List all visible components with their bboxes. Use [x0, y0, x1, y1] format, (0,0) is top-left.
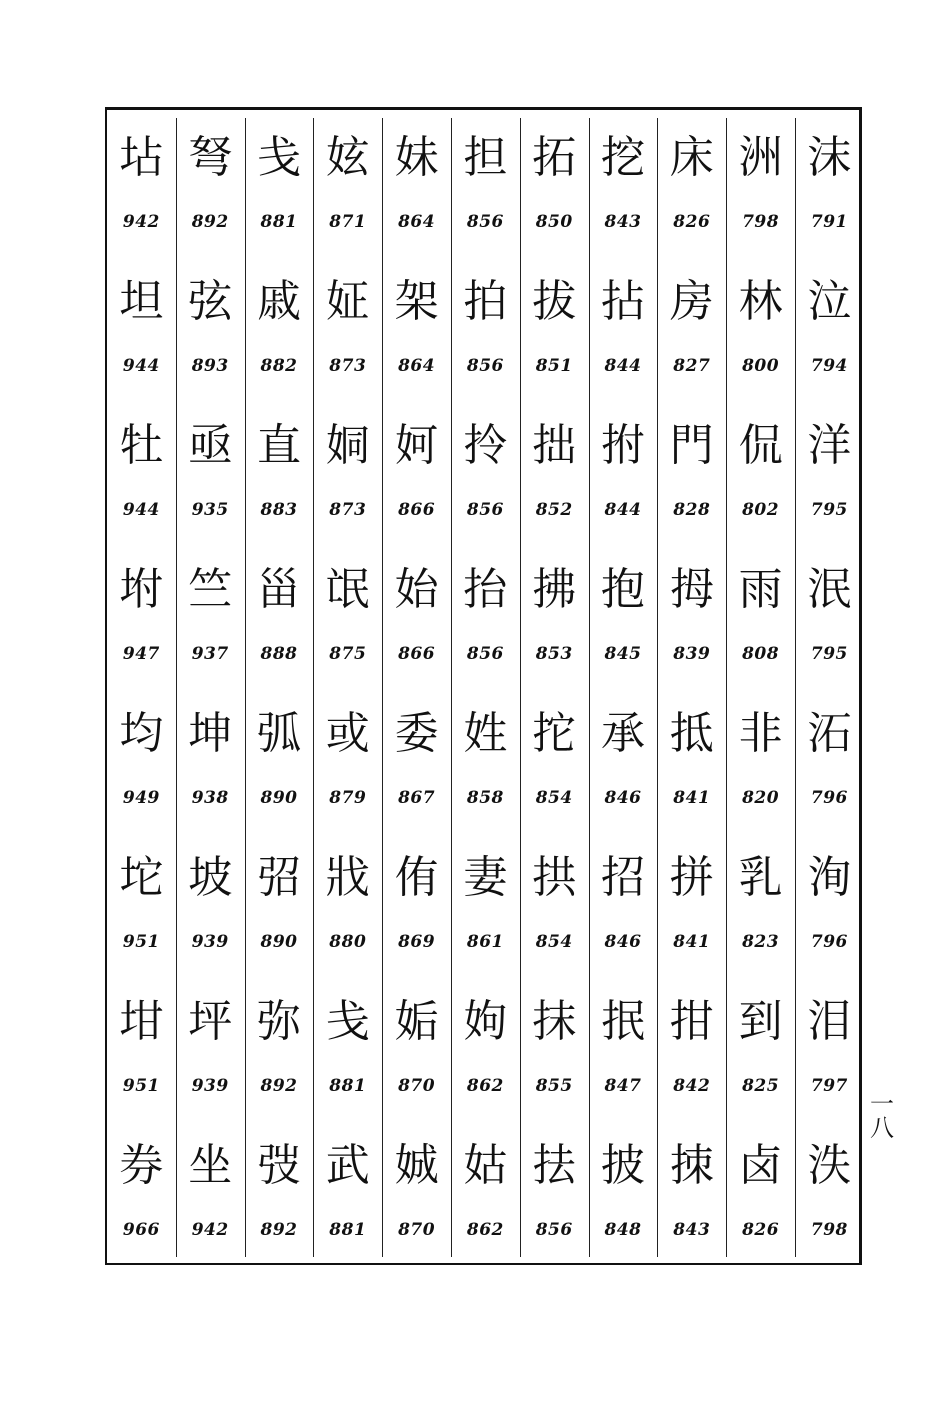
entry-character: 均 — [119, 708, 164, 759]
entry-character: 拈 — [600, 276, 645, 327]
entry-page-number: 795 — [810, 644, 848, 664]
entry-page-number: 844 — [604, 500, 642, 520]
entry-character: 拊 — [600, 420, 645, 471]
index-entry — [795, 266, 864, 410]
entry-character: 姃 — [325, 276, 370, 327]
index-entry — [107, 986, 176, 1130]
entry-character: 拙 — [532, 420, 577, 471]
entry-character: 房 — [669, 276, 714, 327]
index-column — [726, 122, 795, 1260]
entry-character: 担 — [463, 132, 508, 183]
entry-character: 雨 — [738, 564, 783, 615]
index-entry — [245, 1130, 314, 1274]
entry-page-number: 802 — [742, 500, 780, 520]
entry-page-number: 881 — [260, 212, 298, 232]
index-entry — [589, 1130, 658, 1274]
index-entry — [176, 986, 245, 1130]
entry-page-number: 951 — [122, 1076, 160, 1096]
entry-character: 抹 — [532, 996, 577, 1047]
entry-character: 拇 — [669, 564, 714, 615]
index-entry — [795, 986, 864, 1130]
entry-page-number: 890 — [260, 932, 298, 952]
entry-character: 抾 — [532, 1140, 577, 1191]
index-entry — [451, 842, 520, 986]
index-entry — [245, 986, 314, 1130]
index-entry — [589, 410, 658, 554]
index-entry — [107, 410, 176, 554]
entry-character: 洵 — [807, 852, 852, 903]
entry-page-number: 858 — [466, 788, 504, 808]
entry-page-number: 826 — [742, 1220, 780, 1240]
entry-page-number: 864 — [398, 212, 436, 232]
index-entry — [176, 842, 245, 986]
index-column — [245, 122, 314, 1260]
entry-character: 坦 — [119, 276, 164, 327]
index-entry — [107, 1130, 176, 1274]
entry-page-number: 798 — [810, 1220, 848, 1240]
entry-character: 妶 — [325, 132, 370, 183]
entry-page-number: 854 — [535, 932, 573, 952]
entry-character: 坨 — [119, 852, 164, 903]
entry-page-number: 827 — [673, 356, 711, 376]
index-entry — [107, 698, 176, 842]
entry-character: 始 — [394, 564, 439, 615]
entry-page-number: 888 — [260, 644, 298, 664]
index-entry — [245, 410, 314, 554]
index-column — [107, 122, 176, 1260]
entry-page-number: 796 — [810, 788, 848, 808]
index-column — [520, 122, 589, 1260]
index-entry — [176, 1130, 245, 1274]
index-entry — [589, 698, 658, 842]
entry-character: 沫 — [807, 132, 852, 183]
entry-character: 拔 — [532, 276, 577, 327]
column-divider — [451, 118, 452, 1257]
index-entry — [657, 1130, 726, 1274]
entry-character: 拱 — [532, 852, 577, 903]
entry-page-number: 808 — [742, 644, 780, 664]
index-column — [176, 122, 245, 1260]
index-entry — [520, 842, 589, 986]
entry-character: 坐 — [188, 1140, 233, 1191]
index-entry — [589, 986, 658, 1130]
index-entry — [451, 698, 520, 842]
entry-character: 坪 — [188, 996, 233, 1047]
entry-page-number: 935 — [191, 500, 229, 520]
entry-character: 招 — [600, 852, 645, 903]
entry-character: 妸 — [394, 420, 439, 471]
entry-page-number: 870 — [398, 1076, 436, 1096]
index-entry — [107, 266, 176, 410]
index-entry — [520, 554, 589, 698]
entry-character: 氓 — [325, 564, 370, 615]
index-entry — [589, 842, 658, 986]
index-entry — [520, 122, 589, 266]
entry-character: 抬 — [463, 564, 508, 615]
entry-character: 拑 — [669, 996, 714, 1047]
entry-character: 拓 — [532, 132, 577, 183]
index-column — [382, 122, 451, 1260]
entry-page-number: 866 — [398, 500, 436, 520]
entry-character: 承 — [600, 708, 645, 759]
entry-page-number: 942 — [191, 1220, 229, 1240]
entry-character: 乳 — [738, 852, 783, 903]
index-entry — [520, 1130, 589, 1274]
entry-character: 弦 — [188, 276, 233, 327]
entry-page-number: 893 — [191, 356, 229, 376]
index-entry — [245, 554, 314, 698]
entry-page-number: 853 — [535, 644, 573, 664]
entry-page-number: 843 — [604, 212, 642, 232]
entry-page-number: 951 — [122, 932, 160, 952]
entry-page-number: 850 — [535, 212, 573, 232]
index-entry — [382, 698, 451, 842]
column-divider — [520, 118, 521, 1257]
column-divider — [313, 118, 314, 1257]
entry-page-number: 947 — [122, 644, 160, 664]
entry-page-number: 864 — [398, 356, 436, 376]
entry-character: 抵 — [669, 708, 714, 759]
entry-character: 挖 — [600, 132, 645, 183]
column-divider — [382, 118, 383, 1257]
index-entry — [382, 986, 451, 1130]
index-entry — [313, 410, 382, 554]
entry-page-number: 966 — [122, 1220, 160, 1240]
index-entry — [176, 122, 245, 266]
entry-page-number: 796 — [810, 932, 848, 952]
entry-page-number: 870 — [398, 1220, 436, 1240]
index-entry — [313, 698, 382, 842]
entry-page-number: 866 — [398, 644, 436, 664]
index-column — [657, 122, 726, 1260]
entry-character: 泪 — [807, 996, 852, 1047]
index-entry — [726, 554, 795, 698]
index-entry — [726, 1130, 795, 1274]
entry-page-number: 856 — [466, 356, 504, 376]
entry-character: 亟 — [188, 420, 233, 471]
index-entry — [795, 122, 864, 266]
entry-page-number: 875 — [329, 644, 367, 664]
index-entry — [726, 986, 795, 1130]
index-column — [589, 122, 658, 1260]
page-number-char: 一 — [870, 1090, 894, 1118]
index-entry — [726, 266, 795, 410]
entry-page-number: 939 — [191, 1076, 229, 1096]
entry-page-number: 823 — [742, 932, 780, 952]
entry-page-number: 944 — [122, 356, 160, 376]
column-divider — [657, 118, 658, 1257]
index-column — [313, 122, 382, 1260]
entry-character: 弢 — [256, 1140, 301, 1191]
index-entry — [589, 122, 658, 266]
entry-character: 到 — [738, 996, 783, 1047]
entry-character: 林 — [738, 276, 783, 327]
entry-character: 泣 — [807, 276, 852, 327]
entry-page-number: 841 — [673, 788, 711, 808]
column-divider — [589, 118, 590, 1257]
entry-page-number: 839 — [673, 644, 711, 664]
index-entry — [176, 410, 245, 554]
entry-character: 或 — [325, 708, 370, 759]
entry-character: 拎 — [463, 420, 508, 471]
page-number — [866, 1092, 898, 1140]
entry-page-number: 873 — [329, 356, 367, 376]
index-column — [795, 122, 864, 1260]
entry-character: 床 — [669, 132, 714, 183]
entry-character: 洋 — [807, 420, 852, 471]
entry-page-number: 890 — [260, 788, 298, 808]
index-entry — [657, 698, 726, 842]
index-entry — [313, 842, 382, 986]
index-entry — [245, 842, 314, 986]
entry-page-number: 848 — [604, 1220, 642, 1240]
index-entry — [313, 554, 382, 698]
index-entry — [176, 698, 245, 842]
entry-page-number: 846 — [604, 788, 642, 808]
index-entry — [107, 842, 176, 986]
entry-character: 娍 — [394, 1140, 439, 1191]
entry-character: 沰 — [807, 708, 852, 759]
entry-page-number: 794 — [810, 356, 848, 376]
entry-page-number: 825 — [742, 1076, 780, 1096]
entry-character: 戋 — [325, 996, 370, 1047]
index-entry — [795, 410, 864, 554]
entry-page-number: 873 — [329, 500, 367, 520]
entry-page-number: 826 — [673, 212, 711, 232]
entry-page-number: 867 — [398, 788, 436, 808]
index-entry — [245, 266, 314, 410]
entry-character: 甾 — [256, 564, 301, 615]
entry-character: 妹 — [394, 132, 439, 183]
entry-page-number: 862 — [466, 1220, 504, 1240]
entry-page-number: 937 — [191, 644, 229, 664]
entry-page-number: 851 — [535, 356, 573, 376]
index-entry — [795, 698, 864, 842]
index-entry — [313, 1130, 382, 1274]
page-number-char: 八 — [870, 1114, 894, 1142]
entry-character: 弧 — [256, 708, 301, 759]
entry-page-number: 892 — [260, 1220, 298, 1240]
index-entry — [795, 1130, 864, 1274]
index-entry — [726, 698, 795, 842]
index-entry — [520, 266, 589, 410]
index-entry — [382, 1130, 451, 1274]
entry-page-number: 944 — [122, 500, 160, 520]
entry-character: 拂 — [532, 564, 577, 615]
entry-character: 泯 — [807, 564, 852, 615]
entry-page-number: 854 — [535, 788, 573, 808]
entry-page-number: 938 — [191, 788, 229, 808]
index-entry — [795, 842, 864, 986]
index-entry — [451, 986, 520, 1130]
index-entry — [313, 266, 382, 410]
entry-character: 侃 — [738, 420, 783, 471]
entry-page-number: 882 — [260, 356, 298, 376]
entry-page-number: 856 — [466, 644, 504, 664]
entry-page-number: 791 — [810, 212, 848, 232]
entry-character: 坡 — [188, 852, 233, 903]
entry-page-number: 852 — [535, 500, 573, 520]
entry-character: 戕 — [325, 852, 370, 903]
entry-page-number: 869 — [398, 932, 436, 952]
index-entry — [657, 554, 726, 698]
entry-character: 戋 — [256, 132, 301, 183]
entry-page-number: 856 — [535, 1220, 573, 1240]
entry-page-number: 795 — [810, 500, 848, 520]
entry-character: 拕 — [532, 708, 577, 759]
index-entry — [382, 122, 451, 266]
index-entry — [313, 122, 382, 266]
index-entry — [726, 842, 795, 986]
entry-character: 拼 — [669, 852, 714, 903]
entry-character: 拺 — [669, 1140, 714, 1191]
entry-character: 武 — [325, 1140, 370, 1191]
index-entry — [657, 842, 726, 986]
entry-character: 泆 — [807, 1140, 852, 1191]
entry-page-number: 942 — [122, 212, 160, 232]
index-entry — [382, 554, 451, 698]
entry-page-number: 820 — [742, 788, 780, 808]
index-entry — [176, 266, 245, 410]
index-entry — [382, 842, 451, 986]
index-entry — [520, 986, 589, 1130]
entry-character: 弨 — [256, 852, 301, 903]
column-divider — [176, 118, 177, 1257]
entry-character: 姑 — [463, 1140, 508, 1191]
index-entry — [520, 698, 589, 842]
index-entry — [657, 266, 726, 410]
entry-character: 戚 — [256, 276, 301, 327]
entry-page-number: 855 — [535, 1076, 573, 1096]
entry-page-number: 880 — [329, 932, 367, 952]
index-entry — [589, 266, 658, 410]
entry-character: 非 — [738, 708, 783, 759]
entry-character: 侑 — [394, 852, 439, 903]
entry-character: 卤 — [738, 1140, 783, 1191]
index-entry — [589, 554, 658, 698]
entry-page-number: 847 — [604, 1076, 642, 1096]
entry-character: 坫 — [119, 132, 164, 183]
entry-character: 直 — [256, 420, 301, 471]
entry-character: 委 — [394, 708, 439, 759]
entry-character: 弩 — [188, 132, 233, 183]
entry-character: 姤 — [394, 996, 439, 1047]
character-index-table — [105, 107, 862, 1265]
entry-character: 牡 — [119, 420, 164, 471]
entry-page-number: 856 — [466, 212, 504, 232]
entry-character: 抿 — [600, 996, 645, 1047]
index-entry — [107, 554, 176, 698]
index-entry — [451, 410, 520, 554]
entry-character: 架 — [394, 276, 439, 327]
entry-character: 姓 — [463, 708, 508, 759]
index-entry — [382, 410, 451, 554]
entry-character: 門 — [669, 420, 714, 471]
entry-page-number: 879 — [329, 788, 367, 808]
entry-character: 坿 — [119, 564, 164, 615]
entry-page-number: 939 — [191, 932, 229, 952]
entry-page-number: 871 — [329, 212, 367, 232]
entry-character: 抱 — [600, 564, 645, 615]
entry-character: 洲 — [738, 132, 783, 183]
index-entry — [382, 266, 451, 410]
index-entry — [795, 554, 864, 698]
entry-page-number: 861 — [466, 932, 504, 952]
entry-page-number: 844 — [604, 356, 642, 376]
entry-page-number: 842 — [673, 1076, 711, 1096]
index-entry — [451, 266, 520, 410]
entry-page-number: 881 — [329, 1220, 367, 1240]
index-entry — [313, 986, 382, 1130]
entry-character: 竺 — [188, 564, 233, 615]
index-entry — [451, 122, 520, 266]
entry-character: 坩 — [119, 996, 164, 1047]
index-entry — [245, 698, 314, 842]
entry-page-number: 949 — [122, 788, 160, 808]
index-entry — [657, 122, 726, 266]
entry-page-number: 843 — [673, 1220, 711, 1240]
index-entry — [657, 410, 726, 554]
index-entry — [451, 1130, 520, 1274]
column-divider — [795, 118, 796, 1257]
entry-page-number: 800 — [742, 356, 780, 376]
column-divider — [726, 118, 727, 1257]
entry-page-number: 841 — [673, 932, 711, 952]
index-entry — [176, 554, 245, 698]
entry-page-number: 845 — [604, 644, 642, 664]
entry-character: 姁 — [463, 996, 508, 1047]
entry-page-number: 798 — [742, 212, 780, 232]
entry-character: 披 — [600, 1140, 645, 1191]
entry-page-number: 883 — [260, 500, 298, 520]
entry-page-number: 856 — [466, 500, 504, 520]
index-entry — [726, 122, 795, 266]
entry-page-number: 797 — [810, 1076, 848, 1096]
index-entry — [726, 410, 795, 554]
index-entry — [451, 554, 520, 698]
index-entry — [107, 122, 176, 266]
column-divider — [245, 118, 246, 1257]
entry-character: 坤 — [188, 708, 233, 759]
index-entry — [657, 986, 726, 1130]
index-entry — [520, 410, 589, 554]
entry-character: 拍 — [463, 276, 508, 327]
entry-page-number: 892 — [260, 1076, 298, 1096]
entry-page-number: 846 — [604, 932, 642, 952]
entry-character: 弥 — [256, 996, 301, 1047]
entry-page-number: 881 — [329, 1076, 367, 1096]
entry-page-number: 828 — [673, 500, 711, 520]
entry-character: 妻 — [463, 852, 508, 903]
entry-page-number: 892 — [191, 212, 229, 232]
entry-character: 姛 — [325, 420, 370, 471]
entry-character: 券 — [119, 1140, 164, 1191]
entry-page-number: 862 — [466, 1076, 504, 1096]
index-column — [451, 122, 520, 1260]
index-entry — [245, 122, 314, 266]
